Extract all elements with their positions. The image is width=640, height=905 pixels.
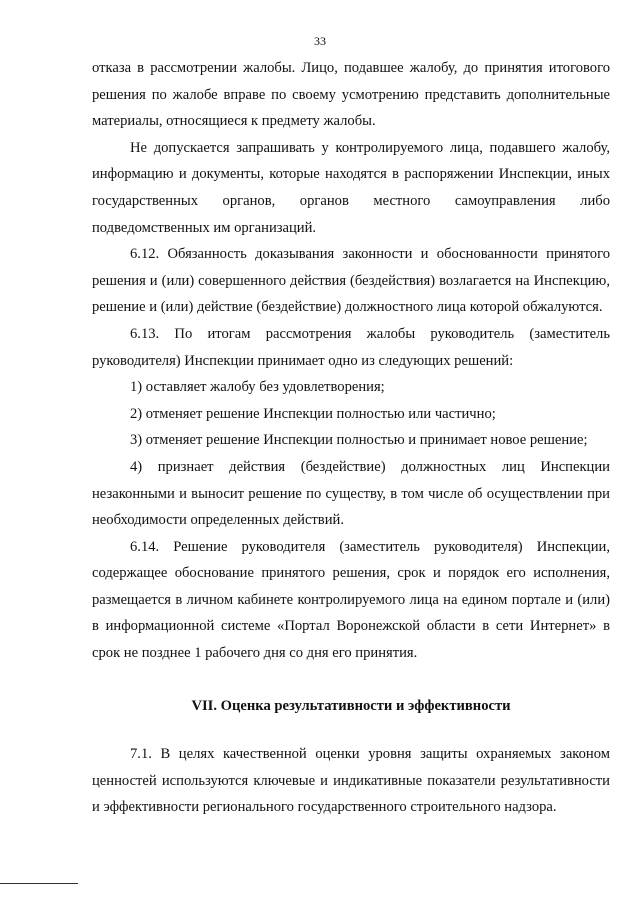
paragraph-complaint-materials: отказа в рассмотрении жалобы. Лицо, подавшее жалобу, до принятия итогового решения по жалобе вправе по своему усмотрению представить дополнительные материалы, относящиеся к предмету жалобы. [92, 60, 610, 130]
paragraph-6-13: 6.13. По итогам рассмотрения жалобы руководитель (заместитель руководителя) Инспекции принимает одно из следующих решений: [92, 325, 610, 369]
list-item-3: 3) отменяет решение Инспекции полностью и принимает новое решение; [130, 432, 588, 449]
page-number: 33 [314, 34, 326, 48]
list-item-1: 1) оставляет жалобу без удовлетворения; [130, 379, 385, 396]
list-item-4: 4) признает действия (бездействие) должностных лиц Инспекции незаконными и выносит решение по существу, в том числе об осуществлении при необходимости определенных действий. [92, 458, 610, 529]
paragraph-no-request-documents: Не допускается запрашивать у контролируемого лица, подавшего жалобу, информацию и документы, которые находятся в распоряжении Инспекции, иных государственных органов, органов местного самоуправления либо подведомственных им организаций. [92, 139, 610, 236]
footnote-rule [0, 883, 78, 884]
paragraph-6-12: 6.12. Обязанность доказывания законности и обоснованности принятого решения и (или) совершенного действия (бездействия) возлагается на Инспекцию, решение и (или) действие (бездействие) должностного лица которой обжалуются. [92, 246, 610, 316]
section-title: VII. Оценка результативности и эффективности [191, 697, 511, 714]
list-item-2: 2) отменяет решение Инспекции полностью или частично; [130, 405, 496, 422]
document-body [92, 55, 610, 821]
paragraph-7-1: 7.1. В целях качественной оценки уровня защиты охраняемых законом ценностей используются ключевые и индикативные показатели результативности и эффективности регионального государственного строительного надзора. [92, 746, 610, 816]
paragraph-6-14: 6.14. Решение руководителя (заместитель руководителя) Инспекции, содержащее обоснование принятого решения, срок и порядок его исполнения, размещается в личном кабинете контролируемого лица на едином портале и (или) в информационной системе «Портал Воронежской области в сети Интернет» в срок не позднее 1 рабочего дня со дня его принятия. [92, 538, 610, 662]
